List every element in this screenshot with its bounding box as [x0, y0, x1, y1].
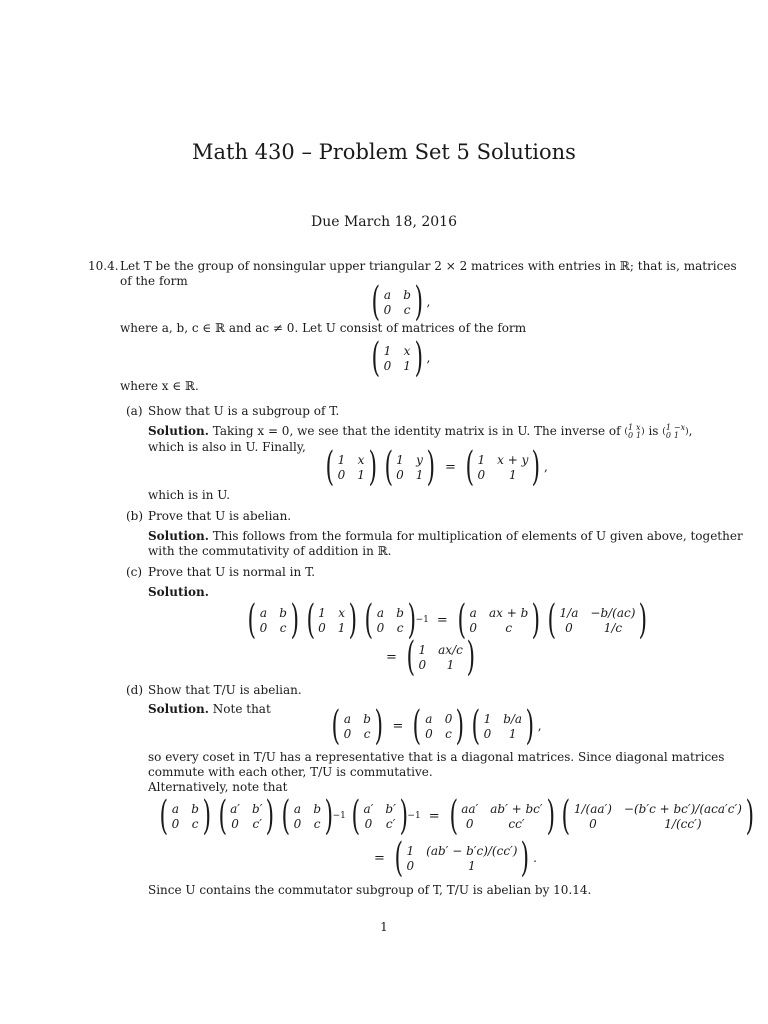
- solution-label: Solution.: [148, 529, 209, 543]
- part-d-text4: Alternatively, note that: [148, 780, 288, 794]
- intro-line-2: of the form: [120, 274, 188, 288]
- part-c-question: Prove that U is normal in T.: [148, 565, 316, 579]
- inv-to-matrix: ( 1 −x 0 1 ): [662, 422, 689, 440]
- part-a-text2: which is also in U. Finally,: [148, 440, 306, 454]
- part-d-label: (d): [126, 683, 144, 697]
- page-title: Math 430 – Problem Set 5 Solutions: [192, 140, 576, 164]
- part-d-equation-2: ( a b 0 c ) ( a′ b′ 0 c′ ) ( a b 0 c ) −1 ( a′ b′ 0 c′ ) −1 = ( aa′ ab′ + bc′ 0 cc′ ) ( 1/(aa′) −(b′c + bc′)/(aca′c′) 0 1/(cc′) ): [159, 793, 754, 839]
- solution-label: Solution.: [148, 424, 209, 438]
- part-a-text3: which is in U.: [148, 488, 231, 502]
- part-a-label: (a): [126, 404, 143, 418]
- problem-number: 10.4.: [88, 259, 119, 273]
- part-c-equation-1: ( a b 0 c ) ( 1 x 0 1 ) ( a b 0 c ) −1 = ( a ax + b 0 c ) ( 1/a −b/(ac) 0 1/c ): [247, 597, 648, 643]
- solution-label: Solution.: [148, 702, 209, 716]
- part-b-text2: with the commutativity of addition in ℝ.: [148, 544, 392, 558]
- where-line-1: where a, b, c ∈ ℝ and ac ≠ 0. Let U consist of matrices of the form: [120, 321, 527, 335]
- part-a-solution: Solution. Taking x = 0, we see that the identity matrix is in U. The inverse of ( 1 x 0 1 ) is ( 1 −x 0 1 ) ,: [148, 422, 693, 440]
- part-b-solution: Solution. This follows from the formula for multiplication of elements of U given above, together: [148, 529, 743, 543]
- part-d-text3: commute with each other, T/U is commutative.: [148, 765, 433, 779]
- due-date: Due March 18, 2016: [310, 214, 457, 230]
- part-d-equation-1: ( a b 0 c ) = ( a 0 0 c ) ( 1 b/a 0 1 ) ,: [331, 703, 542, 749]
- page-number: 1: [380, 920, 388, 934]
- matrix-U: ( 1 x 0 1 ) ,: [371, 335, 431, 381]
- part-d-text5: Since U contains the commutator subgroup of T, T/U is abelian by 10.14.: [148, 883, 592, 897]
- part-d-equation-3: = ( 1 (ab′ − b′c)/(cc′) 0 1 ) .: [374, 835, 537, 881]
- part-a-equation: ( 1 x 0 1 ) ( 1 y 0 1 ) = ( 1 x + y 0 1 ) ,: [325, 444, 548, 490]
- where-line-2: where x ∈ ℝ.: [120, 379, 199, 393]
- matrix-T: ( a b 0 c ) ,: [371, 279, 431, 325]
- part-d-question: Show that T/U is abelian.: [148, 683, 302, 697]
- part-d-solution: Solution. Note that: [148, 702, 271, 716]
- part-c-label: (c): [126, 565, 143, 579]
- solution-label: Solution.: [148, 585, 209, 599]
- inv-from-matrix: ( 1 x 0 1 ): [624, 422, 645, 440]
- part-b-label: (b): [126, 509, 144, 523]
- part-b-question: Prove that U is abelian.: [148, 509, 292, 523]
- intro-line-1: Let T be the group of nonsingular upper triangular 2 × 2 matrices with entries in ℝ; that is, matrices: [120, 259, 737, 273]
- part-a-question: Show that U is a subgroup of T.: [148, 404, 340, 418]
- part-c-equation-2: = ( 1 ax/c 0 1 ): [386, 634, 475, 680]
- part-d-text2: so every coset in T/U has a representative that is a diagonal matrices. Since diagonal matrices: [148, 750, 725, 764]
- part-c-solution: [148, 584, 209, 600]
